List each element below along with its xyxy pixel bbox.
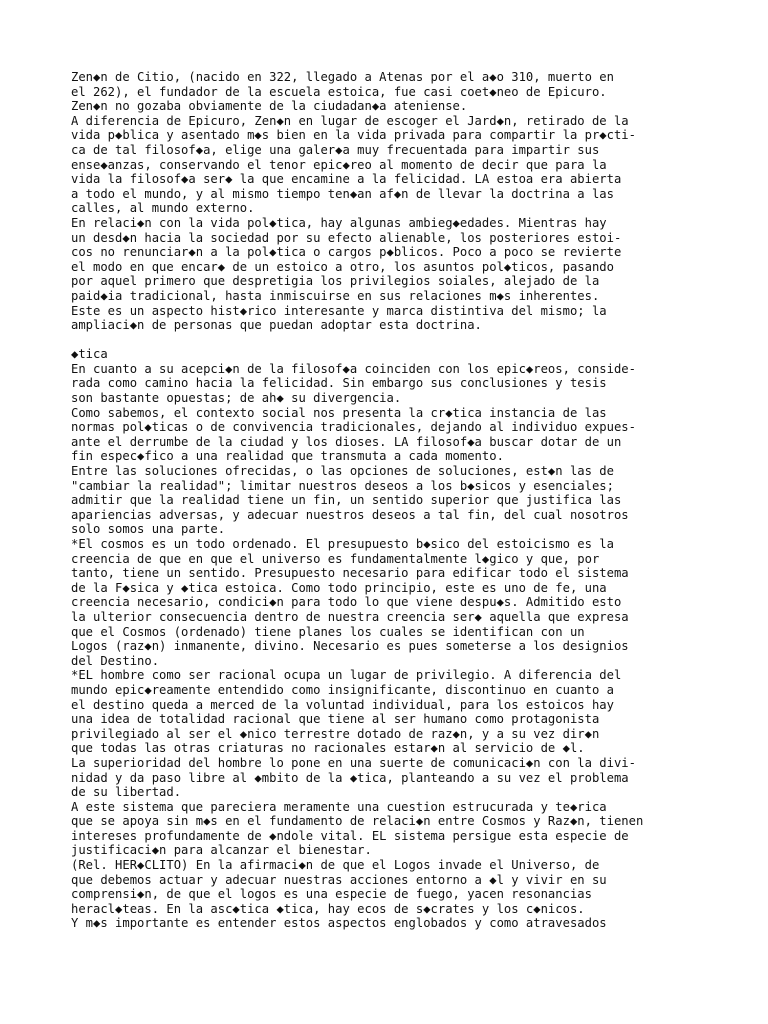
text-line: de su libertad. [71, 785, 182, 800]
text-line: justificaci◆n para alcanzar el bienestar. [71, 843, 372, 858]
text-line: En relaci◆n con la vida pol◆tica, hay algunas ambieg◆edades. Mientras hay [71, 215, 607, 230]
text-line: A este sistema que pareciera meramente una cuestion estrucurada y te◆rica [71, 799, 607, 814]
text-line: tanto, tiene un sentido. Presupuesto necesario para edificar todo el sistema [71, 566, 629, 581]
text-line: ense◆anzas, conservando el tenor epic◆reo al momento de decir que para la [71, 157, 607, 172]
document-body-text [71, 70, 691, 931]
text-line: "cambiar la realidad"; limitar nuestros deseos a los b◆sicos y esenciales; [71, 478, 614, 493]
text-line: que el Cosmos (ordenado) tiene planes los cuales se identifican con un [71, 624, 585, 639]
text-line: *El cosmos es un todo ordenado. El presupuesto b◆sico del estoicismo es la [71, 537, 614, 551]
text-line: Como sabemos, el contexto social nos presenta la cr◆tica instancia de las [71, 405, 607, 420]
text-line: privilegiado al ser el ◆nico terrestre dotado de raz◆n, y a su vez dir◆n [71, 726, 600, 741]
text-line: Zen◆n de Citio, (nacido en 322, llegado a Atenas por el a◆o 310, muerto en [71, 70, 614, 84]
text-line: heracl◆teas. En la asc◆tica ◆tica, hay ecos de s◆crates y los c◆nicos. [71, 901, 585, 916]
text-line: ampliaci◆n de personas que puedan adoptar esta doctrina. [71, 318, 482, 333]
text-line: *EL hombre como ser racional ocupa un lugar de privilegio. A diferencia del [71, 668, 622, 683]
text-line: por aquel primero que despretigia los privilegios soiales, alejado de la [71, 274, 600, 289]
text-line: calles, al mundo externo. [71, 201, 255, 216]
text-line: nidad y da paso libre al ◆mbito de la ◆tica, planteando a su vez el problema [71, 770, 629, 785]
text-line: la ulterior consecuencia dentro de nuestra creencia ser◆ aquella que expresa [71, 609, 629, 624]
text-line: un desd◆n hacia la sociedad por su efecto alienable, los posteriores estoi- [71, 230, 622, 245]
text-line: (Rel. HER◆CLITO) En la afirmaci◆n de que el Logos invade el Universo, de [71, 858, 600, 873]
text-line: paid◆ia tradicional, hasta inmiscuirse en sus relaciones m◆s inherentes. [71, 288, 600, 303]
text-line: de la F◆sica y ◆tica estoica. Como todo principio, este es uno de fe, una [71, 580, 607, 595]
text-line: solo somos una parte. [71, 522, 226, 537]
text-line: creencia de que en que el universo es fundamentalmente l◆gico y que, por [71, 551, 600, 566]
text-line: cos no renunciar◆n a la pol◆tica o cargos p◆blicos. Poco a poco se revierte [71, 245, 622, 260]
text-line: ◆tica [71, 347, 108, 362]
text-line: Entre las soluciones ofrecidas, o las opciones de soluciones, est◆n las de [71, 464, 614, 479]
text-line: son bastante opuestas; de ah◆ su divergencia. [71, 391, 402, 406]
text-line: rada como camino hacia la felicidad. Sin embargo sus conclusiones y tesis [71, 376, 607, 391]
text-line: que todas las otras criaturas no racionales estar◆n al servicio de ◆l. [71, 741, 585, 756]
text-line: creencia necesario, condici◆n para todo lo que viene despu◆s. Admitido esto [71, 595, 622, 610]
text-line: admitir que la realidad tiene un fin, un sentido superior que justifica las [71, 493, 622, 508]
text-line: el destino queda a merced de la voluntad individual, para los estoicos hay [71, 697, 614, 712]
text-line: En cuanto a su acepci◆n de la filosof◆a coinciden con los epic◆reos, conside- [71, 361, 636, 376]
text-line: Este es un aspecto hist◆rico interesante y marca distintiva del mismo; la [71, 303, 607, 318]
text-line: Zen◆n no gozaba obviamente de la ciudadan◆a ateniense. [71, 99, 468, 114]
text-line: ante el derrumbe de la ciudad y los dioses. LA filosof◆a buscar dotar de un [71, 434, 622, 449]
text-line: mundo epic◆reamente entendido como insignificante, discontinuo en cuanto a [71, 682, 614, 697]
text-line: Y m◆s importante es entender estos aspectos englobados y como atravesados [71, 916, 607, 931]
text-line: intereses profundamente de ◆ndole vital. EL sistema persigue esta especie de [71, 828, 629, 843]
text-line: del Destino. [71, 653, 160, 668]
text-line: normas pol◆ticas o de convivencia tradicionales, dejando al individuo expues- [71, 420, 636, 435]
text-line: que se apoya sin m◆s en el fundamento de relaci◆n entre Cosmos y Raz◆n, tienen [71, 814, 644, 829]
text-line: comprensi◆n, de que el logos es una especie de fuego, yacen resonancias [71, 887, 592, 902]
text-line [71, 333, 691, 348]
text-line: que debemos actuar y adecuar nuestras acciones entorno a ◆l y vivir en su [71, 872, 607, 887]
text-line: apariencias adversas, y adecuar nuestros deseos a tal fin, del cual nosotros [71, 507, 629, 522]
text-line: A diferencia de Epicuro, Zen◆n en lugar de escoger el Jard◆n, retirado de la [71, 113, 629, 128]
text-line: Logos (raz◆n) inmanente, divino. Necesario es pues someterse a los designios [71, 639, 629, 654]
text-line: vida la filosof◆a ser◆ la que encamine a la felicidad. LA estoa era abierta [71, 172, 622, 187]
text-line: una idea de totalidad racional que tiene al ser humano como protagonista [71, 712, 600, 727]
text-line: fin espec◆fico a una realidad que transmuta a cada momento. [71, 449, 504, 464]
text-line: el 262), el fundador de la escuela estoica, fue casi coet◆neo de Epicuro. [71, 84, 607, 99]
text-line: a todo el mundo, y al mismo tiempo ten◆an af◆n de llevar la doctrina a las [71, 186, 614, 201]
text-line: ca de tal filosof◆a, elige una galer◆a muy frecuentada para impartir sus [71, 142, 600, 157]
text-line: el modo en que encar◆ de un estoico a otro, los asuntos pol◆ticos, pasando [71, 259, 614, 274]
text-line: vida p◆blica y asentado m◆s bien en la vida privada para compartir la pr◆cti- [71, 128, 636, 143]
text-line: La superioridad del hombre lo pone en una suerte de comunicaci◆n con la divi- [71, 755, 636, 770]
